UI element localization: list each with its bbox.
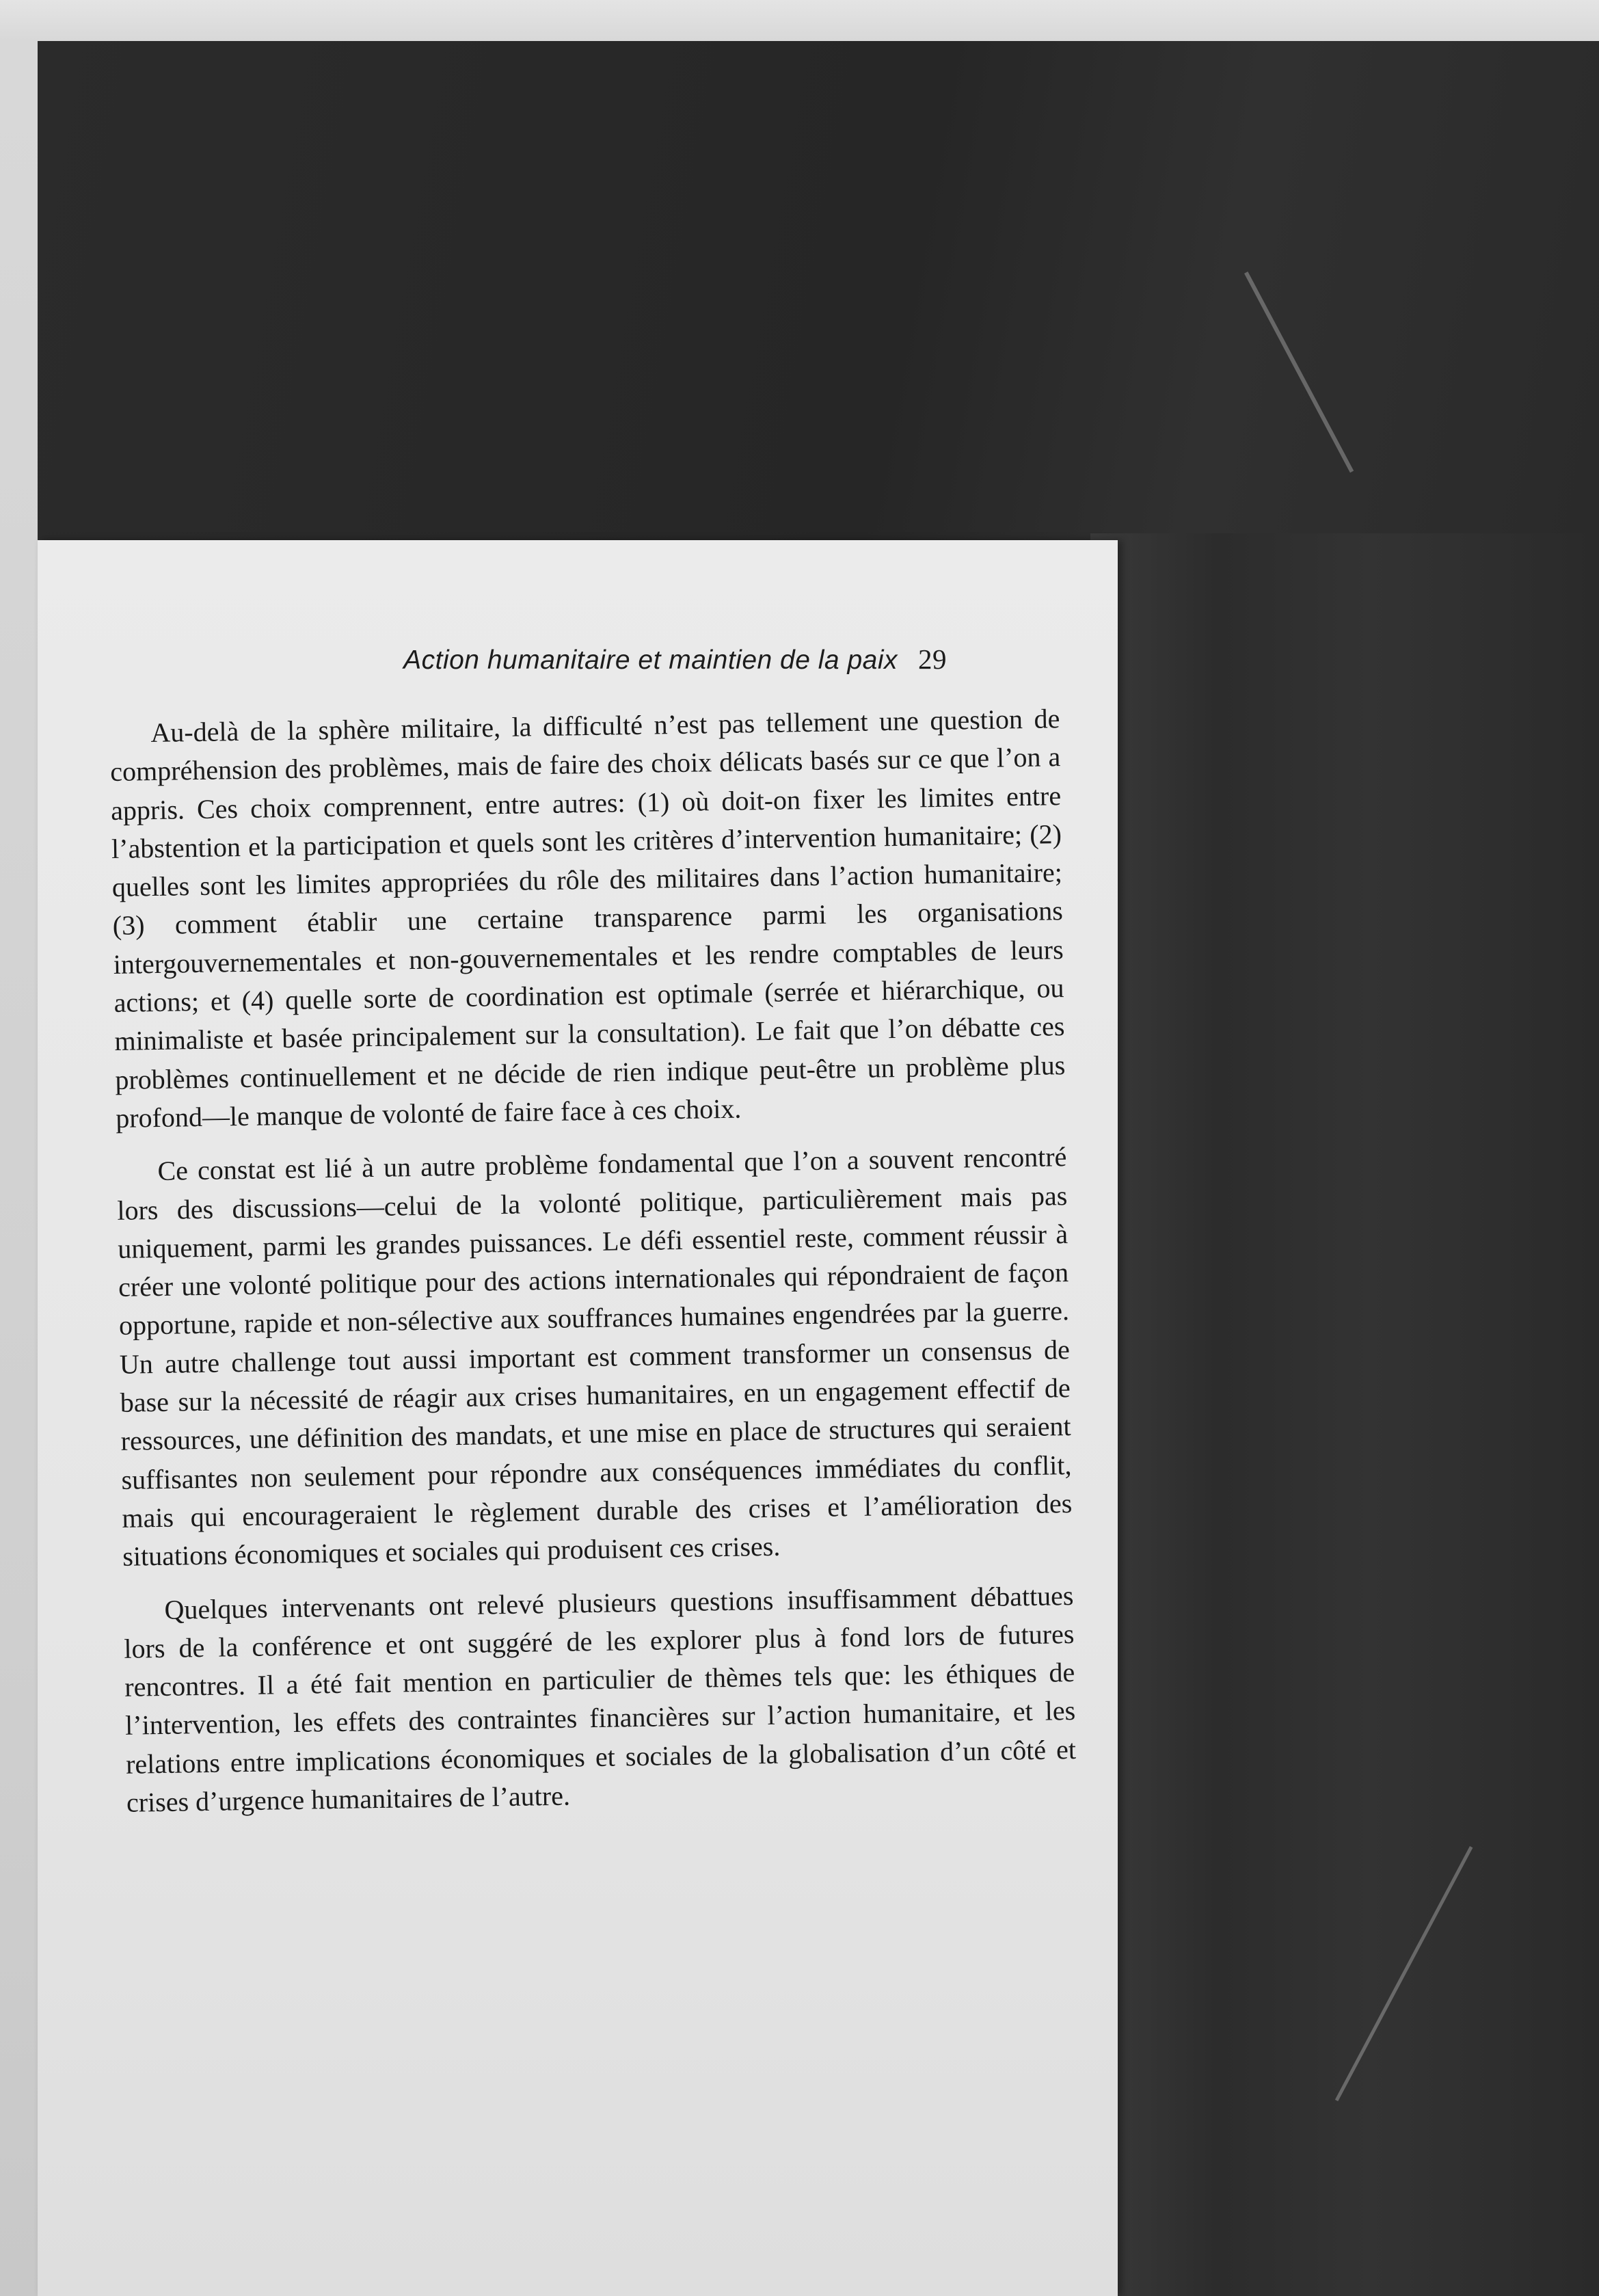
running-head [38, 643, 947, 676]
body-text [109, 699, 1077, 1837]
dark-scan-area-top [38, 41, 1599, 546]
paragraph: Au-delà de la sphère militaire, la difficulté n’est pas tellement une question de compréhension des problèmes, mais de faire des choix délicats basés sur ce que l’on a appris. Ces choix comprennent, entre autres: (1) où doit-on fixer les limites entre l’abstention et la participation et quels sont les critères d’intervention humanitaire; (2) quelles sont les limites appropriées du rôle des militaires dans l’action humanitaire; (3) comment établir une certaine transparence parmi les organisations intergouvernementales et non-gouvernementales et les rendre comptables de leurs actions; et (4) quelle sorte de coordination est optimale (serrée et hiérarchique, ou minimaliste et basée principalement sur la consultation). Le fait que l’on débatte ces problèmes continuellement et ne décide de rien indique peut-être un problème plus profond—le manque de volonté de faire face à ces choix. [109, 703, 1066, 1134]
paragraph: Quelques intervenants ont relevé plusieurs questions insuffisamment débattues lors de la conférence et ont suggéré de les explorer plus à fond lors de futures rencontres. Il a été fait mention en particulier de thèmes tels que: les éthiques de l’intervention, les effets des contraintes financières sur l’action humanitaire, et les relations entre implications économiques et sociales de la globalisation d’un côté et crises d’urgence humanitaires de l’autre. [124, 1579, 1077, 1818]
dark-scan-area-right [1090, 533, 1599, 2296]
book-page [38, 540, 1118, 2296]
running-head-title: Action humanitaire et maintien de la paix [403, 645, 898, 675]
page-number: 29 [918, 643, 947, 675]
paragraph: Ce constat est lié à un autre problème fondamental que l’on a souvent rencontré lors des discussions—celui de la volonté politique, particulièrement mais pas uniquement, parmi les grandes puissances. Le défi essentiel reste, comment réussir à créer une volonté politique pour des actions internationales qui répondraient de façon opportune, rapide et non-sélective aux souffrances humaines engendrées par la guerre. Un autre challenge tout aussi important est comment transformer un consensus de base sur la nécessité de réagir aux crises humanitaires, en un engagement effectif de ressources, une définition des mandats, et une mise en place de structures qui seraient suffisantes non seulement pour répondre aux conséquences immédiates du conflit, mais qui encourageraient le règlement durable des crises et l’amélioration des situations économiques et sociales qui produisent ces crises. [117, 1141, 1073, 1573]
